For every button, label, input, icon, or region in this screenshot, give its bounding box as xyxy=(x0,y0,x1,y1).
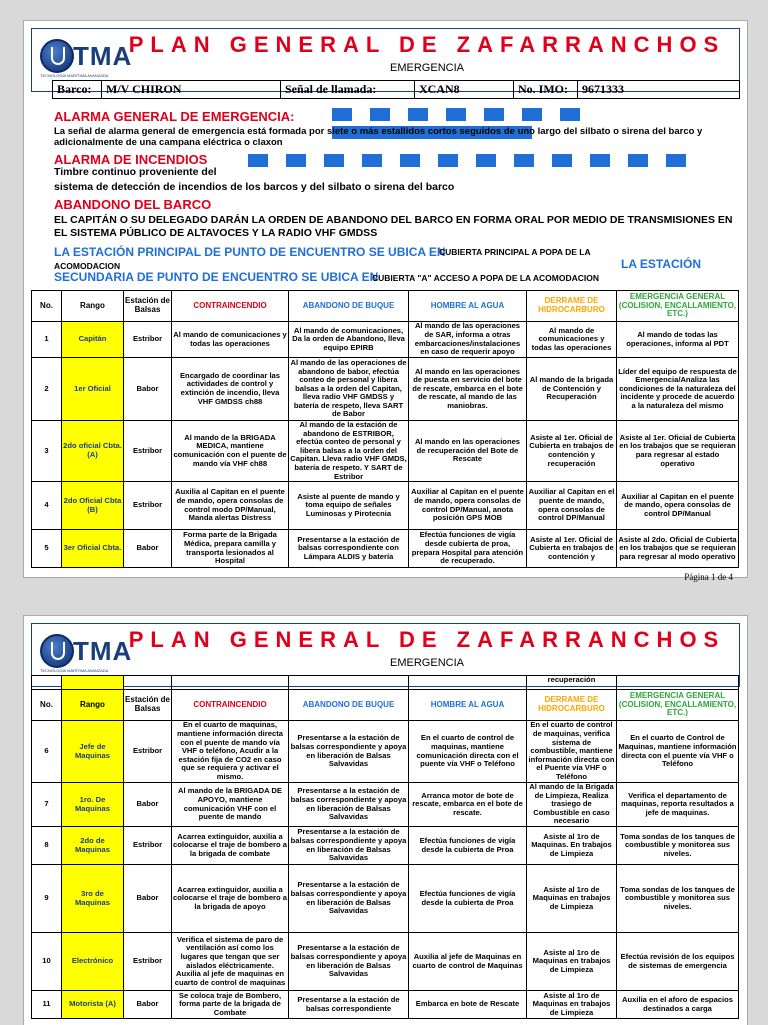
table-cell: Encargado de coordinar las actividades de control y extinción de incendio, lleva VHF GMDSS ch88 xyxy=(172,358,289,421)
table-row xyxy=(32,865,739,933)
table-cell: Al mando de comunicaciones, Da la orden de Abandono, lleva equipo EPIRB xyxy=(289,322,409,358)
barco-label: Barco: xyxy=(53,81,102,99)
table-cell: Forma parte de la Brigada Médica, prepara camilla y transporta lesionados al Hospital xyxy=(172,530,289,568)
table-cell: Al mando de comunicaciones y todas las operaciones xyxy=(527,322,617,358)
rango-cell: 1er Oficial xyxy=(62,358,124,421)
table-row xyxy=(32,721,739,783)
row-number: 1 xyxy=(32,322,62,358)
table-cell: Presentarse a la estación de balsas correspondiente y apoya en liberación de Balsas Salvavidas xyxy=(289,783,409,827)
rango-cell: 2do oficial Cbta. (A) xyxy=(62,421,124,482)
barco-value: M/V CHIRON xyxy=(102,81,281,99)
row-number: 4 xyxy=(32,482,62,530)
col-estacion-2: Estación de Balsas xyxy=(124,690,172,721)
row-number: 8 xyxy=(32,827,62,865)
table-cell: Al mando de todas las operaciones, informa al PDT xyxy=(617,322,739,358)
table-cell: Presentarse a la estación de balsas correspondiente con Lámpara ALDIS y batería xyxy=(289,530,409,568)
table-cell: Auxilia al jefe de Maquinas en cuarto de control de Maquinas xyxy=(409,933,527,991)
table-cell: Asiste al 2do. Oficial de Cubierta en los trabajos que se requieran para regresar al modo operativo xyxy=(617,530,739,568)
tma-logo-2 xyxy=(40,634,133,680)
table-cell: Al mando en las operaciones de recuperación del Bote de Rescate xyxy=(409,421,527,482)
table-cell: Babor xyxy=(124,991,172,1019)
table-cell: Verifica el sistema de paro de ventilación así como los lugares que tengan que ser aislados eléctricamente. Auxilia al jefe de maquinas en cuarto de control de maquinas xyxy=(172,933,289,991)
row-number: 9 xyxy=(32,865,62,933)
row-number: 3 xyxy=(32,421,62,482)
logo-text: TMA xyxy=(73,41,133,71)
table-cell: Presentarse a la estación de balsas correspondiente y apoya en liberación de Balsas Salvavidas xyxy=(289,933,409,991)
table-cell: Al mando de la brigada de Contención y Recuperación xyxy=(527,358,617,421)
alarma-general-text: La señal de alarma general de emergencia está formada por siete o más estallidos cortos seguidos de uno largo del silbato o sirena del barco y adicionalmente de una campana eléctrica o claxon xyxy=(54,126,703,148)
table-row xyxy=(32,827,739,865)
table-cell: Asiste al 1er. Oficial de Cubierta en trabajos de contención y xyxy=(527,530,617,568)
estacion-principal-value-2: ACOMODACION xyxy=(54,261,121,271)
abandono-title: ABANDONO DEL BARCO xyxy=(54,197,212,212)
table-row xyxy=(32,530,739,568)
table-cell: Al mando de la Brigada de Limpieza, Realiza trasiego de Combustible en caso necesario xyxy=(527,783,617,827)
col-hombre-al-agua: HOMBRE AL AGUA xyxy=(409,291,527,322)
alarma-incendios-title: ALARMA DE INCENDIOS xyxy=(54,152,208,167)
table-cell: Arranca motor de bote de rescate, embarca en el bote de rescate. xyxy=(409,783,527,827)
document-page-1 xyxy=(23,20,748,582)
page-subtitle-2: EMERGENCIA xyxy=(390,657,464,669)
estacion-secundaria-label: SECUNDARIA DE PUNTO DE ENCUENTRO SE UBICA EN xyxy=(54,270,379,284)
table-cell: Toma sondas de los tanques de combustible y monitorea sus niveles. xyxy=(617,827,739,865)
table-cell: Babor xyxy=(124,865,172,933)
rango-cell: Capitán xyxy=(62,322,124,358)
logo-text-2: TMA xyxy=(73,636,133,666)
alarma-incendios-text-1: Timbre continuo proveniente del xyxy=(54,166,217,178)
table-cell: Al mando de la estación de abandono de ESTRIBOR, efectúa conteo de personal y libera balsas a la orden del Capitan. Lleva radio VHF GMDS, batería de respeto. Y SART de Estribor xyxy=(290,420,407,481)
table-row xyxy=(32,421,739,482)
table-cell: Auxilia al Capitan en el puente de mando, opera consolas de control modo DP/Manual, Manda alertas Distress xyxy=(172,482,289,530)
col-contraincendio-2: CONTRAINCENDIO xyxy=(172,690,289,721)
roles-table-1 xyxy=(31,290,739,568)
table-cell: Estribor xyxy=(124,933,172,991)
table-cell: Efectúa funciones de vigía desde cubierta de proa, prepara Hospital para atención de recuperado. xyxy=(409,530,527,568)
table-row xyxy=(32,991,739,1019)
page-number: Página 1 de 4 xyxy=(684,572,733,582)
table-cell: Efectúa funciones de vigía desde la cubierta de Proa xyxy=(409,865,527,933)
col-derrame: DERRAME DE HIDROCARBURO xyxy=(527,291,617,322)
table-cell: En el cuarto de control de maquinas, mantiene comunicación directa con el puente vía VHF o Teléfono xyxy=(409,721,527,783)
table-cell: Presentarse a la estación de balsas correspondiente y apoya en liberación de Balsas Salvavidas xyxy=(289,865,409,933)
table-row xyxy=(32,783,739,827)
rango-cell: 3ro de Maquinas xyxy=(62,865,124,933)
col-abandono-2: ABANDONO DE BUQUE xyxy=(289,690,409,721)
row-number: 5 xyxy=(32,530,62,568)
rango-cell: Motorista (A) xyxy=(62,991,124,1019)
table-cell: Efectúa revisión de los equipos de sistemas de emergencia xyxy=(617,933,739,991)
roles-table-2 xyxy=(31,675,739,1019)
col-emergencia-general-2: EMERGENCIA GENERAL (COLISION, ENCALLAMIENTO, ETC.) xyxy=(617,690,739,721)
imo-label: No. IMO: xyxy=(514,81,578,99)
col-contraincendio: CONTRAINCENDIO xyxy=(172,291,289,322)
col-estacion: Estación de Balsas xyxy=(124,291,172,322)
col-no: No. xyxy=(32,291,62,322)
table-cell: Estribor xyxy=(124,322,172,358)
table-cell: Auxiliar al Capitan en el puente de mando, opera consolas de control DP/Manual, anota posición GPS MOB xyxy=(409,482,527,530)
table-cell: Estribor xyxy=(124,827,172,865)
imo-value: 9671333 xyxy=(578,81,740,99)
table-cell: Auxiliar al Capitan en el puente de mando, opera consolas de control DP/Manual xyxy=(527,482,617,530)
alarma-general-signal xyxy=(332,108,747,121)
page-title-2: PLAN GENERAL DE ZAFARRANCHOS xyxy=(128,627,726,652)
table-row xyxy=(32,322,739,358)
row-number: 11 xyxy=(32,991,62,1019)
table-cell: Al mando de la BRIGADA DE APOYO, mantiene comunicación VHF con el puente de mando xyxy=(172,783,289,827)
table-row xyxy=(32,933,739,991)
ship-info-table xyxy=(52,80,740,99)
logo-subtext-2: TECNOLOGÍA MARÍTIMA AVANZADA xyxy=(40,668,109,673)
table-cell: En el cuarto de Control de Maquinas, mantiene información directa con el puente vía VHF o Teléfono xyxy=(617,721,739,783)
table-cell: Asiste al 1er. Oficial de Cubierta en trabajos de contención y recuperación xyxy=(527,421,617,482)
row-number: 2 xyxy=(32,358,62,421)
table-cell: Al mando de comunicaciones y todas las operaciones xyxy=(172,322,289,358)
table-row xyxy=(32,358,739,421)
globe-icon xyxy=(40,634,74,668)
row-number: 10 xyxy=(32,933,62,991)
document-page-2 xyxy=(23,615,748,1025)
table-cell: Presentarse a la estación de balsas correspondiente y apoya en liberación de Balsas Salvavidas xyxy=(289,827,409,865)
table-cell: Verifica el departamento de maquinas, reporta resultados a jefe de maquinas. xyxy=(617,783,739,827)
table-cell: Auxiliar al Capitan en el puente de mando, opera consolas de control DP/Manual xyxy=(617,482,739,530)
table-cell: Acarrea extinguidor, auxilia a colocarse el traje de bombero a la brigada de apoyo xyxy=(172,865,289,933)
col-rango-2: Rango xyxy=(62,690,124,721)
col-no-2: No. xyxy=(32,690,62,721)
alarma-incendios-text-2: sistema de detección de incendios de los barcos y del silbato o sirena del barco xyxy=(54,181,455,193)
globe-icon xyxy=(40,39,74,73)
table-cell: Al mando de la BRIGADA MEDICA, mantiene comunicación con el puente de mando vía VHF ch88 xyxy=(172,421,289,482)
table-cell: Auxilia en el aforo de espacios destinados a carga xyxy=(617,991,739,1019)
table-cell: Asiste al 1ro de Maquinas en trabajos de Limpieza xyxy=(527,933,617,991)
page-title: PLAN GENERAL DE ZAFARRANCHOS xyxy=(128,32,726,57)
col-rango: Rango xyxy=(62,291,124,322)
table-cell: Presentarse a la estación de balsas correspondiente xyxy=(289,991,409,1019)
table-cell: Asiste al 1ro de Maquinas. En trabajos de Limpieza xyxy=(527,827,617,865)
table-cell: Babor xyxy=(124,358,172,421)
alarma-general-title: ALARMA GENERAL DE EMERGENCIA: xyxy=(54,109,295,124)
senal-value: XCAN8 xyxy=(415,81,514,99)
rango-cell: Jefe de Maquinas xyxy=(62,721,124,783)
table-cell: En el cuarto de control de maquinas, verifica sistema de combustible, mantiene información directa con el Puente vía VHF o Teléfono xyxy=(528,720,615,781)
table-cell: Asiste al puente de mando y toma equipo de señales Luminosas y Pirotecnia xyxy=(289,482,409,530)
rango-cell: 2do Oficial Cbta (B) xyxy=(62,482,124,530)
table-cell: Embarca en bote de Rescate xyxy=(409,991,527,1019)
col-abandono: ABANDONO DE BUQUE xyxy=(289,291,409,322)
table-cell: Estribor xyxy=(124,421,172,482)
estacion-principal-label: LA ESTACIÓN PRINCIPAL DE PUNTO DE ENCUENTRO SE UBICA EN xyxy=(54,245,446,259)
table-cell: Acarrea extinguidor, auxilia a colocarse el traje de bombero a la brigada de combate xyxy=(172,827,289,865)
table-cell: Líder del equipo de respuesta de Emergencia/Analiza las condiciones de la naturaleza del incidente y procede de acuerdo a la naturaleza del mismo xyxy=(617,358,739,421)
table-cell: Al mando de las operaciones de SAR, informa a otras embarcaciones/instalaciones en caso de requerir apoyo xyxy=(409,322,527,358)
rango-cell: 1ro. De Maquinas xyxy=(62,783,124,827)
table-cell: En el cuarto de maquinas, mantiene información directa con el puente de mando vía VHF o teléfono, Acudir a la estación fija de CO2 en caso que se requiera y activar el mismo. xyxy=(172,721,289,783)
senal-label: Señal de llamada: xyxy=(281,81,415,99)
table-cell: Asiste al 1ro de Maquinas en trabajos de Limpieza xyxy=(527,865,617,933)
rango-cell: 2do de Maquinas xyxy=(62,827,124,865)
table-cell: Babor xyxy=(124,530,172,568)
table-row xyxy=(32,482,739,530)
estacion-label-2: LA ESTACIÓN xyxy=(621,257,701,271)
rango-cell: 3er Oficial Cbta. xyxy=(62,530,124,568)
table-cell: Estribor xyxy=(124,721,172,783)
row-number: 7 xyxy=(32,783,62,827)
estacion-secundaria-value: CUBIERTA "A" ACCESO A POPA DE LA ACOMODACION xyxy=(372,273,600,283)
table-cell: Efectúa funciones de vigía desde la cubierta de Proa xyxy=(409,827,527,865)
table-cell: Toma sondas de los tanques de combustible y monitorea sus niveles. xyxy=(617,865,739,933)
carry-over-cell: recuperación xyxy=(527,676,617,690)
carry-over-row xyxy=(32,676,739,690)
page-subtitle: EMERGENCIA xyxy=(390,62,464,74)
table-cell: Babor xyxy=(124,783,172,827)
table-cell: Al mando en las operaciones de puesta en servicio del bote de rescate, embarca en el bote de rescate, al mando de las maniobras. xyxy=(409,358,527,421)
logo-subtext: TECNOLOGÍA MARÍTIMA AVANZADA xyxy=(40,73,109,78)
col-emergencia-general: EMERGENCIA GENERAL (COLISION, ENCALLAMIENTO, ETC.) xyxy=(617,291,739,322)
table-cell: Al mando de las operaciones de abandono de babor, efectúa conteo de personal y libera balsas a la orden del Capitan, lleva radio VHF GMDSS y batería de respeto, lleva SART de Babor xyxy=(289,358,409,421)
col-hombre-al-agua-2: HOMBRE AL AGUA xyxy=(409,690,527,721)
rango-cell: Electrónico xyxy=(62,933,124,991)
abandono-text: EL CAPITÁN O SU DELEGADO DARÁN LA ORDEN DE ABANDONO DEL BARCO EN FORMA ORAL POR MEDIO DE TRANSMISIONES EN EL SISTEMA PÚBLICO DE ALTAVOCES Y LA RADIO VHF GMDSS xyxy=(54,214,733,239)
table-cell: Presentarse a la estación de balsas correspondiente y apoya en liberación de Balsas Salvavidas xyxy=(289,721,409,783)
row-number: 6 xyxy=(32,721,62,783)
table-cell: Asiste al 1er. Oficial de Cubierta en los trabajos que se requieran para regresar al estado operativo xyxy=(617,421,739,482)
table-cell: Estribor xyxy=(124,482,172,530)
estacion-principal-value: CUBIERTA PRINCIPAL A POPA DE LA xyxy=(439,247,591,257)
table-cell: Se coloca traje de Bombero, forma parte de la brigada de Combate xyxy=(172,991,289,1019)
col-derrame-2: DERRAME DE HIDROCARBURO xyxy=(527,690,617,721)
table-cell: Asiste al 1ro de Maquinas en trabajos de Limpieza xyxy=(527,991,617,1019)
tma-logo xyxy=(40,39,133,85)
